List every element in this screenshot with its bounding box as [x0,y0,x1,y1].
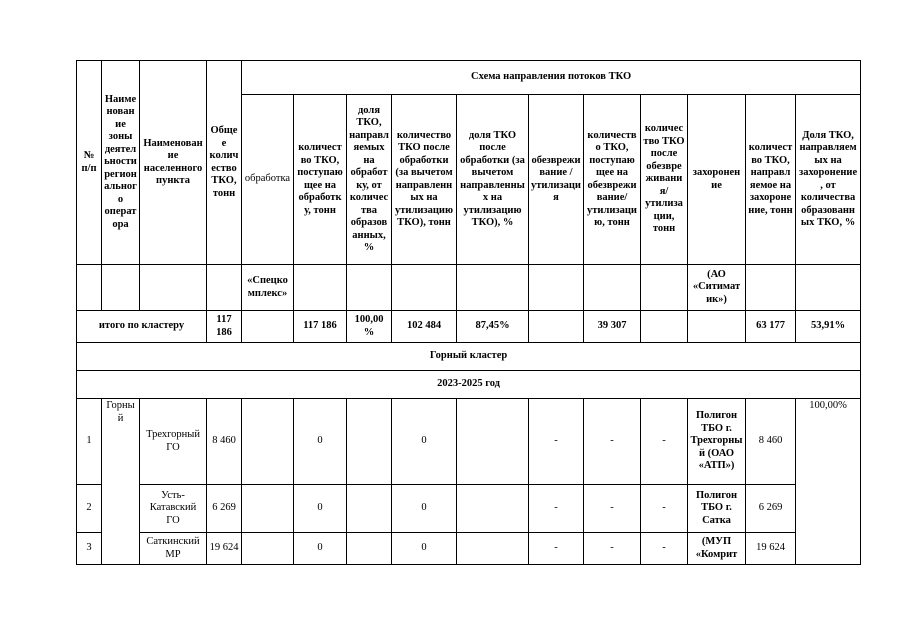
row-neutralization: - [529,399,584,485]
row-num: 1 [77,399,102,485]
row-settlement: Трехгорный ГО [140,399,207,485]
row-num: 3 [77,533,102,565]
total-qty-after-processing: 102 484 [392,311,457,343]
header-share-processed: доля ТКО, направляемых на обработку, от количества образованных, % [347,95,392,265]
header-qty-after-neutralization: количество ТКО после обезвреживания/утилизации, тонн [641,95,688,265]
row-neutralization: - [529,485,584,533]
row-burial: (МУП «Комрит [688,533,746,565]
document-page [76,60,860,565]
total-qty-to-processing: 117 186 [294,311,347,343]
burial-operator: (АО «Ситиматик») [688,265,746,311]
row-qty-to-burial: 19 624 [746,533,796,565]
row-neutralization: - [529,533,584,565]
header-settlement: Наименование населенного пункта [140,61,207,265]
header-qty-to-burial: количество ТКО, направляемое на захоронение, тонн [746,95,796,265]
row-qty-after-processing: 0 [392,533,457,565]
header-share-burial: Доля ТКО, направляемых на захоронение, от количества образованных ТКО, % [796,95,861,265]
header-qty-to-processing: количество ТКО, поступающее на обработку, тонн [294,95,347,265]
header-qty-to-neutralization: количество ТКО, поступающее на обезвреживание/утилизацию, тонн [584,95,641,265]
row-qty-to-processing: 0 [294,485,347,533]
cluster-title: Горный кластер [77,343,861,371]
row-qty-to-burial: 6 269 [746,485,796,533]
table-row [77,485,861,533]
table-row [77,399,861,485]
row-settlement: Саткинский МР [140,533,207,565]
row-total: 6 269 [207,485,242,533]
period-title: 2023-2025 год [77,371,861,399]
row-settlement: Усть-Катавский ГО [140,485,207,533]
total-qty-to-neutralization: 39 307 [584,311,641,343]
header-qty-after-processing: количество ТКО после обработки (за вычетом направленных на утилизацию ТКО), тонн [392,95,457,265]
header-share-after-processing: доля ТКО после обработки (за вычетом направленных на утилизацию ТКО), % [457,95,529,265]
header-zone: Наименование зоны деятельности регионального оператора [102,61,140,265]
row-burial: Полигон ТБО г. Сатка [688,485,746,533]
total-total: 117 186 [207,311,242,343]
row-burial: Полигон ТБО г. Трехгорный (ОАО «АТП») [688,399,746,485]
row-qty-to-neutralization: - [584,399,641,485]
burial-share-merged: 100,00% [796,399,861,565]
row-total: 19 624 [207,533,242,565]
row-total: 8 460 [207,399,242,485]
processing-operator: «Спецкомплекс» [242,265,294,311]
row-qty-to-processing: 0 [294,399,347,485]
row-qty-after-neutralization: - [641,399,688,485]
operators-row [77,265,861,311]
total-qty-to-burial: 63 177 [746,311,796,343]
tko-flow-table [76,60,861,565]
table-row [77,533,861,565]
row-qty-after-neutralization: - [641,485,688,533]
total-label: итого по кластеру [77,311,207,343]
row-qty-to-processing: 0 [294,533,347,565]
header-scheme: Схема направления потоков ТКО [242,61,861,95]
zone-name: Горный [102,399,140,565]
total-row [77,311,861,343]
total-share-burial: 53,91% [796,311,861,343]
header-burial: захоронение [688,95,746,265]
total-share-processed: 100,00 % [347,311,392,343]
row-qty-after-processing: 0 [392,399,457,485]
row-qty-after-processing: 0 [392,485,457,533]
row-qty-to-burial: 8 460 [746,399,796,485]
row-num: 2 [77,485,102,533]
header-num: № п/п [77,61,102,265]
row-qty-after-neutralization: - [641,533,688,565]
total-share-after-processing: 87,45% [457,311,529,343]
row-qty-to-neutralization: - [584,485,641,533]
header-total: Общее количество ТКО, тонн [207,61,242,265]
header-neutralization: обезвреживание / утилизация [529,95,584,265]
header-processing: обработка [242,95,294,265]
row-qty-to-neutralization: - [584,533,641,565]
